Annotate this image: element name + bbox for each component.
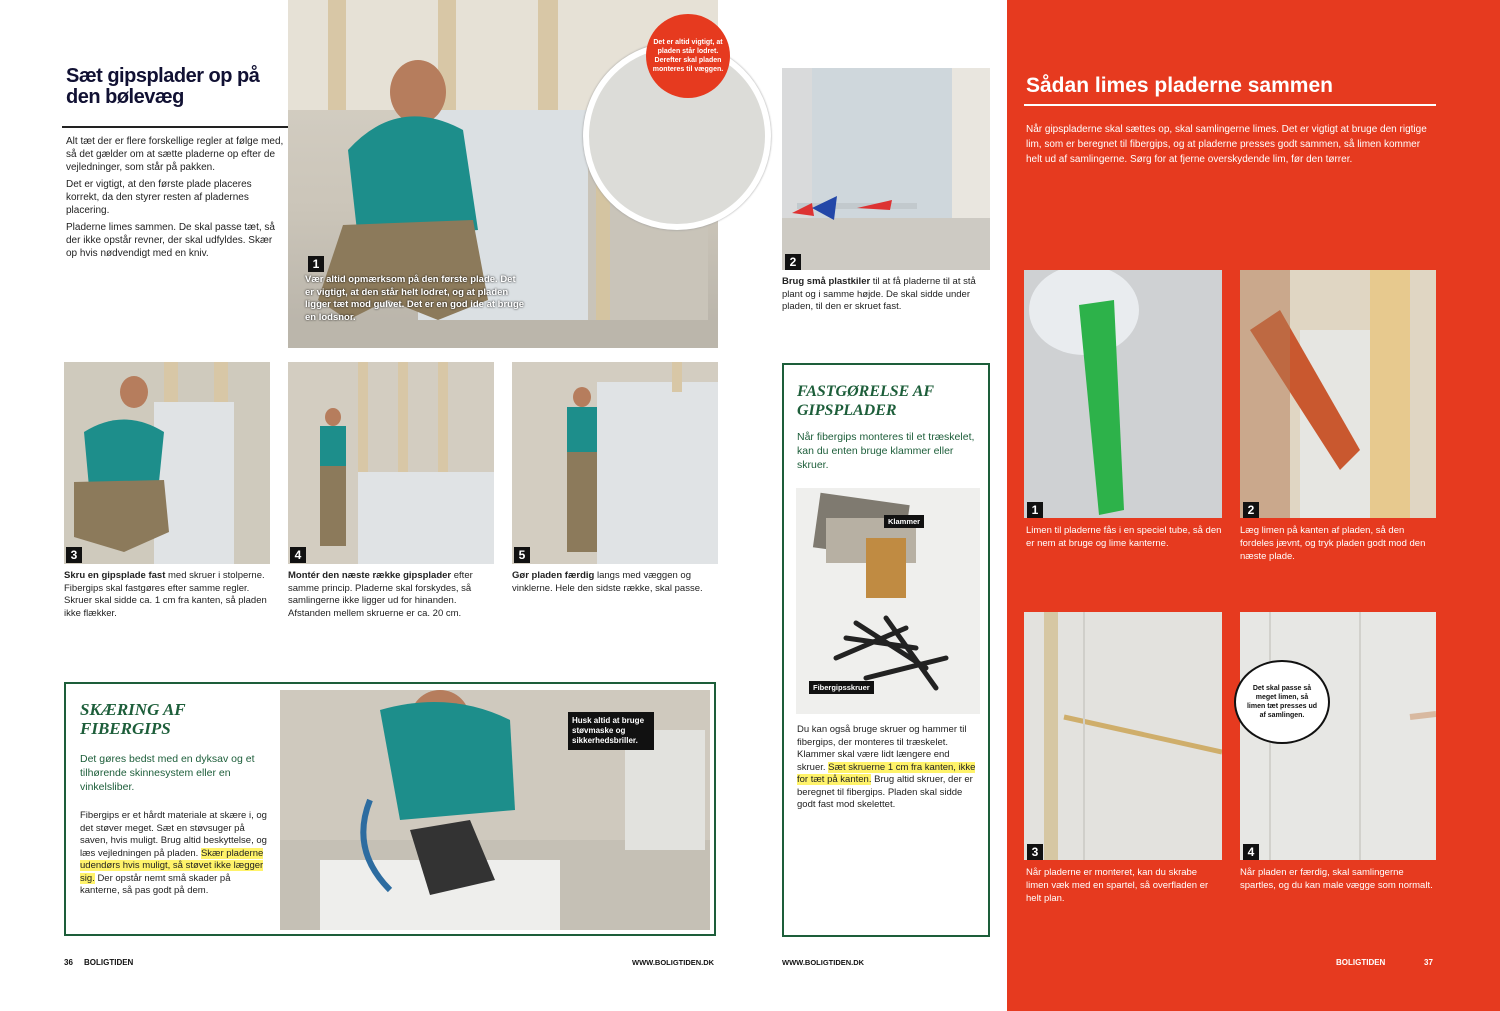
cutting-lead: Det gøres bedst med en dyksav og et tilhørende skinnesystem eller en vinkelsliber. bbox=[80, 753, 255, 793]
photo-4-caption bbox=[288, 570, 494, 620]
right-footer-brand: BOLIGTIDEN bbox=[1336, 958, 1386, 967]
glue-step-2-caption: Læg limen på kanten af pladen, så den fordeles jævnt, og tryk pladen godt mod den næste plade. bbox=[1240, 525, 1426, 562]
glue-step-4-number: 4 bbox=[1243, 844, 1259, 860]
cutting-title: SKÆRING AF FIBERGIPS bbox=[80, 700, 186, 738]
right-footer-page: 37 bbox=[1424, 958, 1433, 967]
glue-photo-2 bbox=[1240, 270, 1436, 518]
cutting-body-text-2: Der opstår nemt små skader på kanterne, så pas godt på dem. bbox=[80, 872, 231, 896]
photo-1-caption: Vær altid opmærksom på den første plade. Det er vigtigt, at den står helt lodret, og at pladen ligger tæt mod gulvet. Det er en god ide at bruge en lodsnor. bbox=[305, 274, 525, 323]
photo-4-number: 4 bbox=[290, 547, 306, 563]
glue-step-3-caption: Når pladerne er monteret, kan du skrabe limen væk med en spartel, så overfladen er helt plan. bbox=[1026, 867, 1209, 904]
intro-p3: Pladerne limes sammen. De skal passe tæt, så der ikke opstår revner, der skal udfyldes. Skær op hvis nødvendigt med en kniv. bbox=[66, 222, 275, 259]
photo-3-caption-bold: Skru en gipsplade fast bbox=[64, 570, 166, 581]
photo-2-caption bbox=[782, 276, 990, 314]
photo-5 bbox=[512, 362, 718, 564]
photo-4-caption-bold: Montér den næste række gipsplader bbox=[288, 570, 452, 581]
cutting-body-text: Fibergips er et hårdt materiale at skære i, og det støver meget. Sæt en støvsuger på saven, hvis muligt. Brug altid beskyttelse, og læs vejledningen på pladen. bbox=[80, 810, 267, 859]
glue-step-2-number: 2 bbox=[1243, 502, 1259, 518]
bubble-1: Det er altid vigtigt, at pladen står lodret. Derefter skal pladen monteres til væggen. bbox=[646, 14, 730, 98]
photo-3-caption-text: med skruer i stolperne. Fibergips skal fastgøres efter samme regler. Skruer skal sidde ca. 1 cm fra kanten, så pladen ikke flækker. bbox=[64, 570, 267, 619]
photo-2 bbox=[782, 68, 990, 270]
photo-4 bbox=[288, 362, 494, 564]
right-title-rule bbox=[1024, 104, 1436, 106]
left-intro bbox=[66, 135, 284, 260]
glue-step-1-caption: Limen til pladerne fås i en speciel tube, så den er nem at bruge og lime kanterne. bbox=[1026, 525, 1222, 549]
fastening-title: FASTGØRELSE AF GIPSPLADER bbox=[797, 383, 934, 419]
left-title: Sæt gipsplader op på den bølevæg bbox=[66, 65, 260, 108]
label-screws: Fibergipsskruer bbox=[809, 681, 874, 694]
fastening-highlight: Sæt skruerne 1 cm fra kanten, ikke for tæt på kanten. bbox=[797, 761, 976, 785]
photo-5-caption-bold: Gør pladen færdig bbox=[512, 570, 595, 581]
glue-photo-3 bbox=[1024, 612, 1222, 860]
intro-p2: Det er vigtigt, at den første plade placeres korrekt, da den styrer resten af pladernes placering. bbox=[66, 179, 252, 216]
label-clamps: Klammer bbox=[884, 515, 924, 528]
middle-footer-url: WWW.BOLIGTIDEN.DK bbox=[782, 958, 865, 967]
left-footer-page: 36 bbox=[64, 958, 73, 967]
glue-step-3-number: 3 bbox=[1027, 844, 1043, 860]
left-footer-brand: BOLIGTIDEN bbox=[84, 958, 134, 967]
cutting-note: Husk altid at bruge støvmaske og sikkerhedsbriller. bbox=[568, 712, 654, 750]
intro-p1: Alt tæt der er flere forskellige regler at følge med, så det gælder om at sætte pladerne op efter de vejledninger, som står på pakken. bbox=[66, 136, 284, 173]
photo-4-caption-text: efter samme princip. Pladerne skal forskydes, så samlingerne ikke ligger ud for hinanden. Afstanden mellem skruerne er ca. 20 cm. bbox=[288, 570, 473, 619]
bubble-4: Det skal passe så meget limen, så limen tæt presses ud af samlingen. bbox=[1234, 660, 1330, 744]
fastening-lead: Når fibergips monteres til et træskelet, kan du enten bruge klammer eller skruer. bbox=[797, 431, 975, 471]
glue-photo-1 bbox=[1024, 270, 1222, 518]
photo-2-caption-text: til at få pladerne til at stå plant og i samme højde. De skal sidde under pladen, til den er skruet fast. bbox=[782, 276, 976, 312]
photo-5-caption bbox=[512, 570, 718, 595]
photo-3 bbox=[64, 362, 270, 564]
photo-2-caption-bold: Brug små plastkiler bbox=[782, 276, 871, 287]
title-rule bbox=[62, 126, 290, 128]
cutting-body bbox=[80, 810, 272, 898]
photo-2-number: 2 bbox=[785, 254, 801, 270]
fastening-body-text-2: Brug altid skruer, der er beregnet til fibergips. Pladen skal sidde godt fast mod skelettet. bbox=[797, 774, 973, 810]
glue-step-1-number: 1 bbox=[1027, 502, 1043, 518]
right-title: Sådan limes pladerne sammen bbox=[1026, 74, 1333, 97]
photo-5-number: 5 bbox=[514, 547, 530, 563]
photo-3-number: 3 bbox=[66, 547, 82, 563]
photo-3-caption bbox=[64, 570, 270, 620]
right-intro: Når gipspladerne skal sættes op, skal samlingerne limes. Det er vigtigt at bruge den rigtige lim, som er beregnet til fibergips, og at pladerne presses godt sammen, så limen kommer helt ud af samlingerne. Sørg for at fjerne overskydende lim, før den tørrer. bbox=[1026, 124, 1427, 165]
left-footer-url: WWW.BOLIGTIDEN.DK bbox=[632, 958, 715, 967]
glue-step-4-caption: Når pladen er færdig, skal samlingerne spartles, og du kan male vægge som normalt. bbox=[1240, 867, 1433, 891]
fastening-body-text: Du kan også bruge skruer og hammer til fibergips, der monteres til træskelet. Klammer skal være lidt længere end skruer. bbox=[797, 724, 967, 773]
fastening-body bbox=[797, 724, 977, 812]
photo-1-number: 1 bbox=[308, 256, 324, 272]
photo-5-caption-text: langs med væggen og vinklerne. Hele den sidste række, skal passe. bbox=[512, 570, 703, 594]
cutting-highlight: Skær pladerne udendørs hvis muligt, så støvet ikke lægger sig. bbox=[80, 847, 264, 884]
